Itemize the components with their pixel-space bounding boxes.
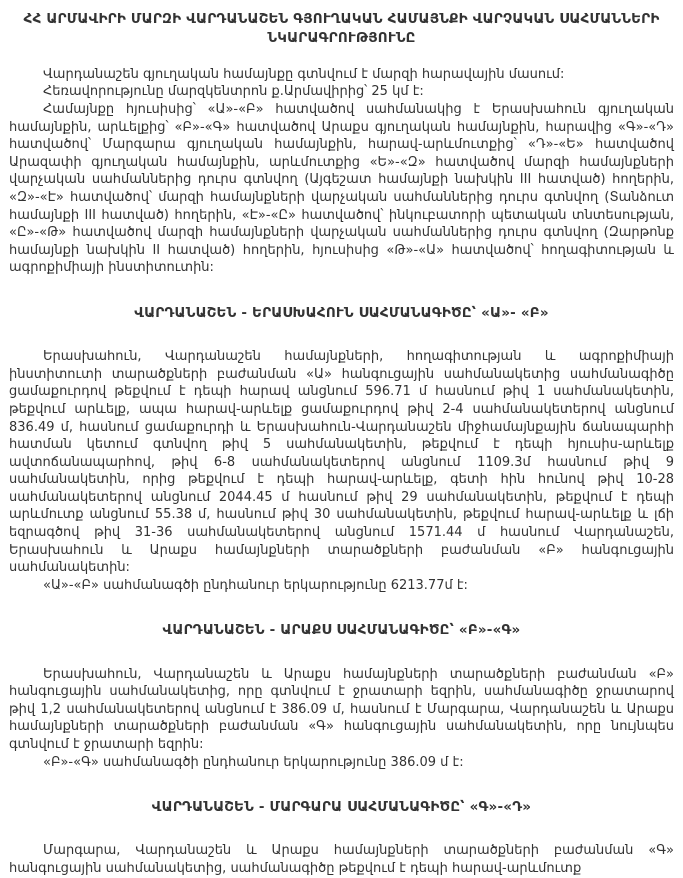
paragraph-location: Վարդանաշեն գյուղական համայնքը գտնվում է մարզի հարավային մասում:	[43, 66, 565, 82]
section-heading-vardanashen-eraskhahun: ՎԱՐԴԱՆԱՇԵՆ - ԵՐԱՍԽԱՀՈՒՆ ՍԱՀՄԱՆԱԳԻԾԸ՝ «Ա»- «Բ»	[134, 304, 549, 321]
paragraph-distance: Հեռավորությունը մարզկենտրոն ք.Արմավիրից՝ 25 կմ է:	[43, 84, 424, 100]
paragraph-border-b-g-length: «Բ»-«Գ» սահմանագծի ընդհանուր երկարությունը 386.09 մ է:	[43, 754, 464, 770]
paragraph-border-g-d: Մարգարա, Վարդանաշեն և Արաքս համայնքների տարածքների բաժանման «Գ» հանգուցային սահմանակետից, սահմանագիծը թեքվում է դեպի հարավ-արևմուտք	[9, 843, 674, 877]
paragraph-border-a-b-length: «Ա»-«Բ» սահմանագծի ընդհանուր երկարությունը 6213.77մ է:	[43, 577, 468, 593]
section-heading-vardanashen-araks: ՎԱՐԴԱՆԱՇԵՆ - ԱՐԱՔՍ ՍԱՀՄԱՆԱԳԻԾԸ՝ «Բ»-«Գ»	[162, 622, 521, 639]
section-heading-vardanashen-margara: ՎԱՐԴԱՆԱՇԵՆ - ՄԱՐԳԱՐԱ ՍԱՀՄԱՆԱԳԻԾԸ՝ «Գ»-«Դ»	[151, 799, 532, 816]
paragraph-border-b-g: Երասխահուն, Վարդանաշեն և Արաքս համայնքների տարածքների բաժանման «Բ» հանգուցային սահմանակետից, որը գտնվում է ջրատարի եզրին, սահմանագիծը ջրատարով թիվ 1,2 սահմանակետերով անցնում է 386.09 մ, հասնում է Մարգարա, Վարդանաշեն և Արաքս համայնքների տարածքների բաժանման «Գ» հանգուցային սահմանակետին, որը նույնպես գտնվում է ջրատարի եզրին:	[9, 666, 674, 753]
paragraph-border-a-b: Երասխահուն, Վարդանաշեն համայնքների, հողագիտության և ագրոքիմիայի ինստիտուտի տարածքների բաժանման «Ա» հանգուցային սահմանակետից սահմանագիծը ցամաքուրդով թեքվում է դեպի հարավ անցնում 596.71 մ հասնում թիվ 1 սահմանակետին, թեքվում արևելք, ապա հարավ-արևելք ցամաքուրդով թիվ 2-4 սահմանակետերով անցնում 836.49 մ, հասնում ցամաքուրդի և Երասխահուն-Վարդանաշեն միջհամայնքային ճանապարհի հատման կետում գտնվող թիվ 5 սահմանակետին, թեքվում է դեպի հյուսիս-արևելք ավտոճանապարհով, թիվ 6-8 սահմանակետերով անցնում 1109.3մ հասնում թիվ 9 սահմանակետին, որից թեքվում է դեպի հարավ-արևելք, գետի հին հունով թիվ 10-28 սահմանակետերով անցնում 2044.45 մ հասնում թիվ 29 սահմանակետին, թեքվում է դեպի արևմուտք անցնում 55.38 մ, հասնում թիվ 30 սահմանակետին, թեքվում հարավ-արևելք և լճի եզրագծով թիվ 31-36 սահմանակետերով անցնում 1571.44 մ հասնում Վարդանաշեն, Երասխահուն և Արաքս համայնքների տարածքների բաժանման «Բ» հանգուցային սահմանակետին:	[9, 349, 674, 576]
document-title: ՀՀ ԱՐՄԱՎԻՐԻ ՄԱՐԶԻ ՎԱՐԴԱՆԱՇԵՆ ԳՅՈՒՂԱԿԱՆ ՀԱՄԱՅՆՔԻ ՎԱՐՉԱԿԱՆ ՍԱՀՄԱՆՆԵՐԻ ՆԿԱՐԱԳՐՈՒԹՅՈՒՆԸ	[23, 11, 660, 46]
paragraph-borders-overview: Համայնքը հյուսիսից՝ «Ա»-«Բ» հատվածով սահմանակից է Երասխահուն գյուղական համայնքին, արևելքից՝ «Բ»-«Գ» հատվածով Արաքս գյուղական համայնքին, հարավից «Գ»-«Դ» հատվածով՝ Մարգարա գյուղական համայնքին, հարավ-արևմուտքից՝ «Դ»-«Ե» հատվածով Արազափի գյուղական համայնքին, արևմուտքից «Ե»-«Զ» հատվածով մարզի համայնքների վարչական սահմաններից դուրս գտնվող (Այգեշատ համայնքի նախկին III հատված) հողերին, «Զ»-«Է» հատվածով՝ մարզի համայնքների վարչական սահմաններից դուրս գտնվող (Տանձուտ համայնքի III հատված) հողերին, «Է»-«Ը» հատվածով՝ ինկուբատորի պետական տնտեսության, «Ը»-«Թ» հատվածով մարզի համայնքների վարչական սահմաններից դուրս գտնվող (Զարթոնք համայնքի նախկին II հատված) հողերին, հյուսիսից «Թ»-«Ա» հատվածով՝ հողագիտության և ագրոքիմիայի ինստիտուտին:	[9, 101, 674, 276]
